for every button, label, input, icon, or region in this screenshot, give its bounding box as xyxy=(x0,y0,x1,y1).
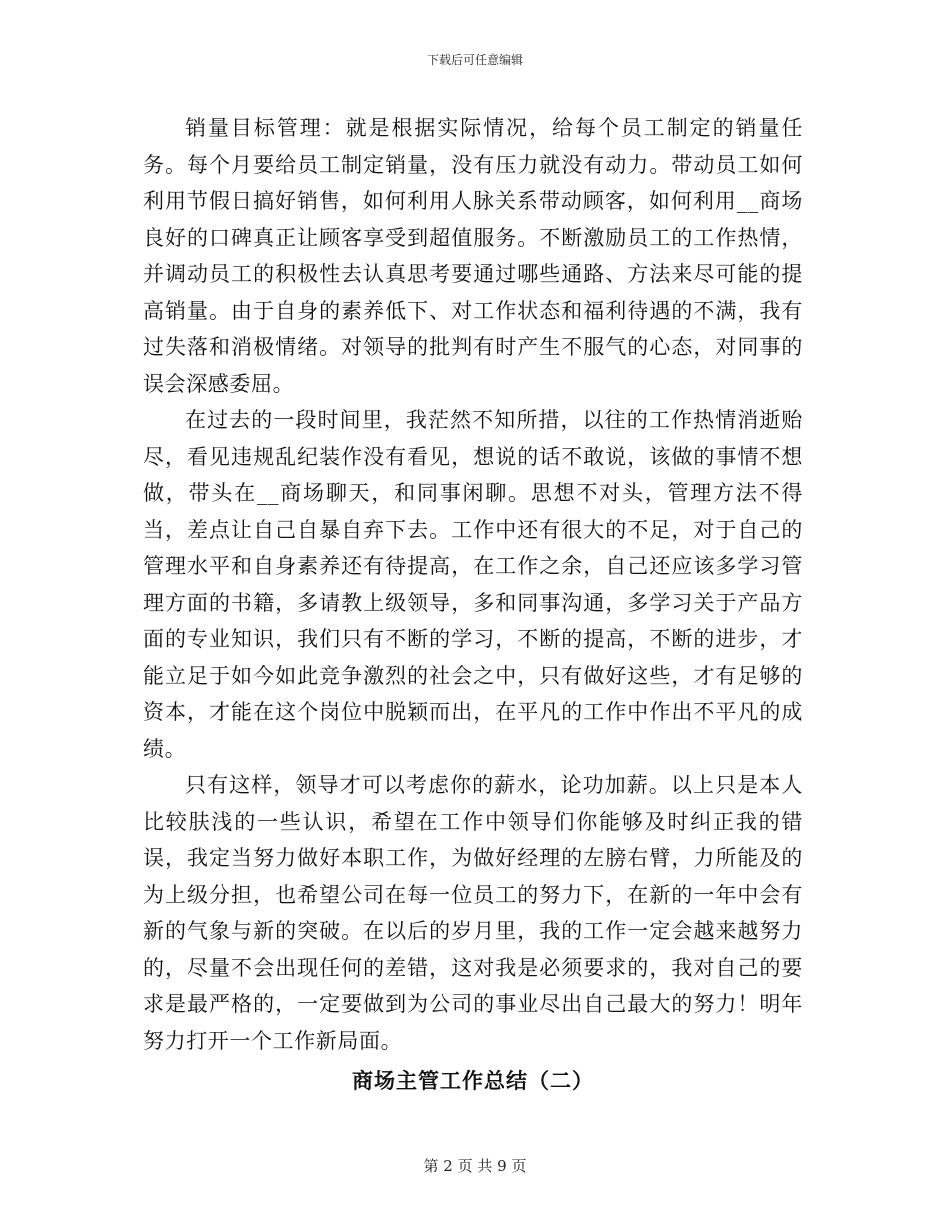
paragraph: 销量目标管理：就是根据实际情况，给每个员工制定的销量任务。每个月要给员工制定销量，没有压力就没有动力。带动员工如何利用节假日搞好销售，如何利用人脉关系带动顾客，如何利用__商场良好的口碑真正让顾客享受到超值服务。不断激励员工的工作热情，并调动员工的积极性去认真思考要通过哪些通路、方法来尽可能的提高销量。由于自身的素养低下、对工作状态和福利待遇的不满，我有过失落和消极情绪。对领导的批判有时产生不服气的心态，对同事的误会深感委屈。 xyxy=(143,116,803,396)
paragraph: 在过去的一段时间里，我茫然不知所措，以往的工作热情消逝贻尽，看见违规乱纪装作没有看见，想说的话不敢说，该做的事情不想做，带头在__商场聊天，和同事闲聊。思想不对头，管理方法不得当，差点让自己自暴自弃下去。工作中还有很大的不足，对于自己的管理水平和自身素养还有待提高，在工作之余，自己还应该多学习管理方面的书籍，多请教上级领导，多和同事沟通，多学习关于产品方面的专业知识，我们只有不断的学习，不断的提高，不断的进步，才能立足于如今如此竞争激烈的社会之中，只有做好这些，才有足够的资本，才能在这个岗位中脱颖而出，在平凡的工作中作出不平凡的成绩。 xyxy=(143,408,803,761)
document-body xyxy=(143,110,803,1100)
page-footer: 第 2 页 共 9 页 xyxy=(423,1157,527,1175)
paragraph: 只有这样，领导才可以考虑你的薪水，论功加薪。以上只是本人比较肤浅的一些认识，希望在工作中领导们你能够及时纠正我的错误，我定当努力做好本职工作，为做好经理的左膀右臂，力所能及的为上级分担，也希望公司在每一位员工的努力下，在新的一年中会有新的气象与新的突破。在以后的岁月里，我的工作一定会越来越努力的，尽量不会出现任何的差错，这对我是必须要求的，我对自己的要求是最严格的，一定要做到为公司的事业尽出自己最大的努力！明年努力打开一个工作新局面。 xyxy=(143,773,803,1053)
section-title: 商场主管工作总结（二） xyxy=(352,1068,594,1093)
page-header: 下载后可任意编辑 xyxy=(426,53,523,67)
